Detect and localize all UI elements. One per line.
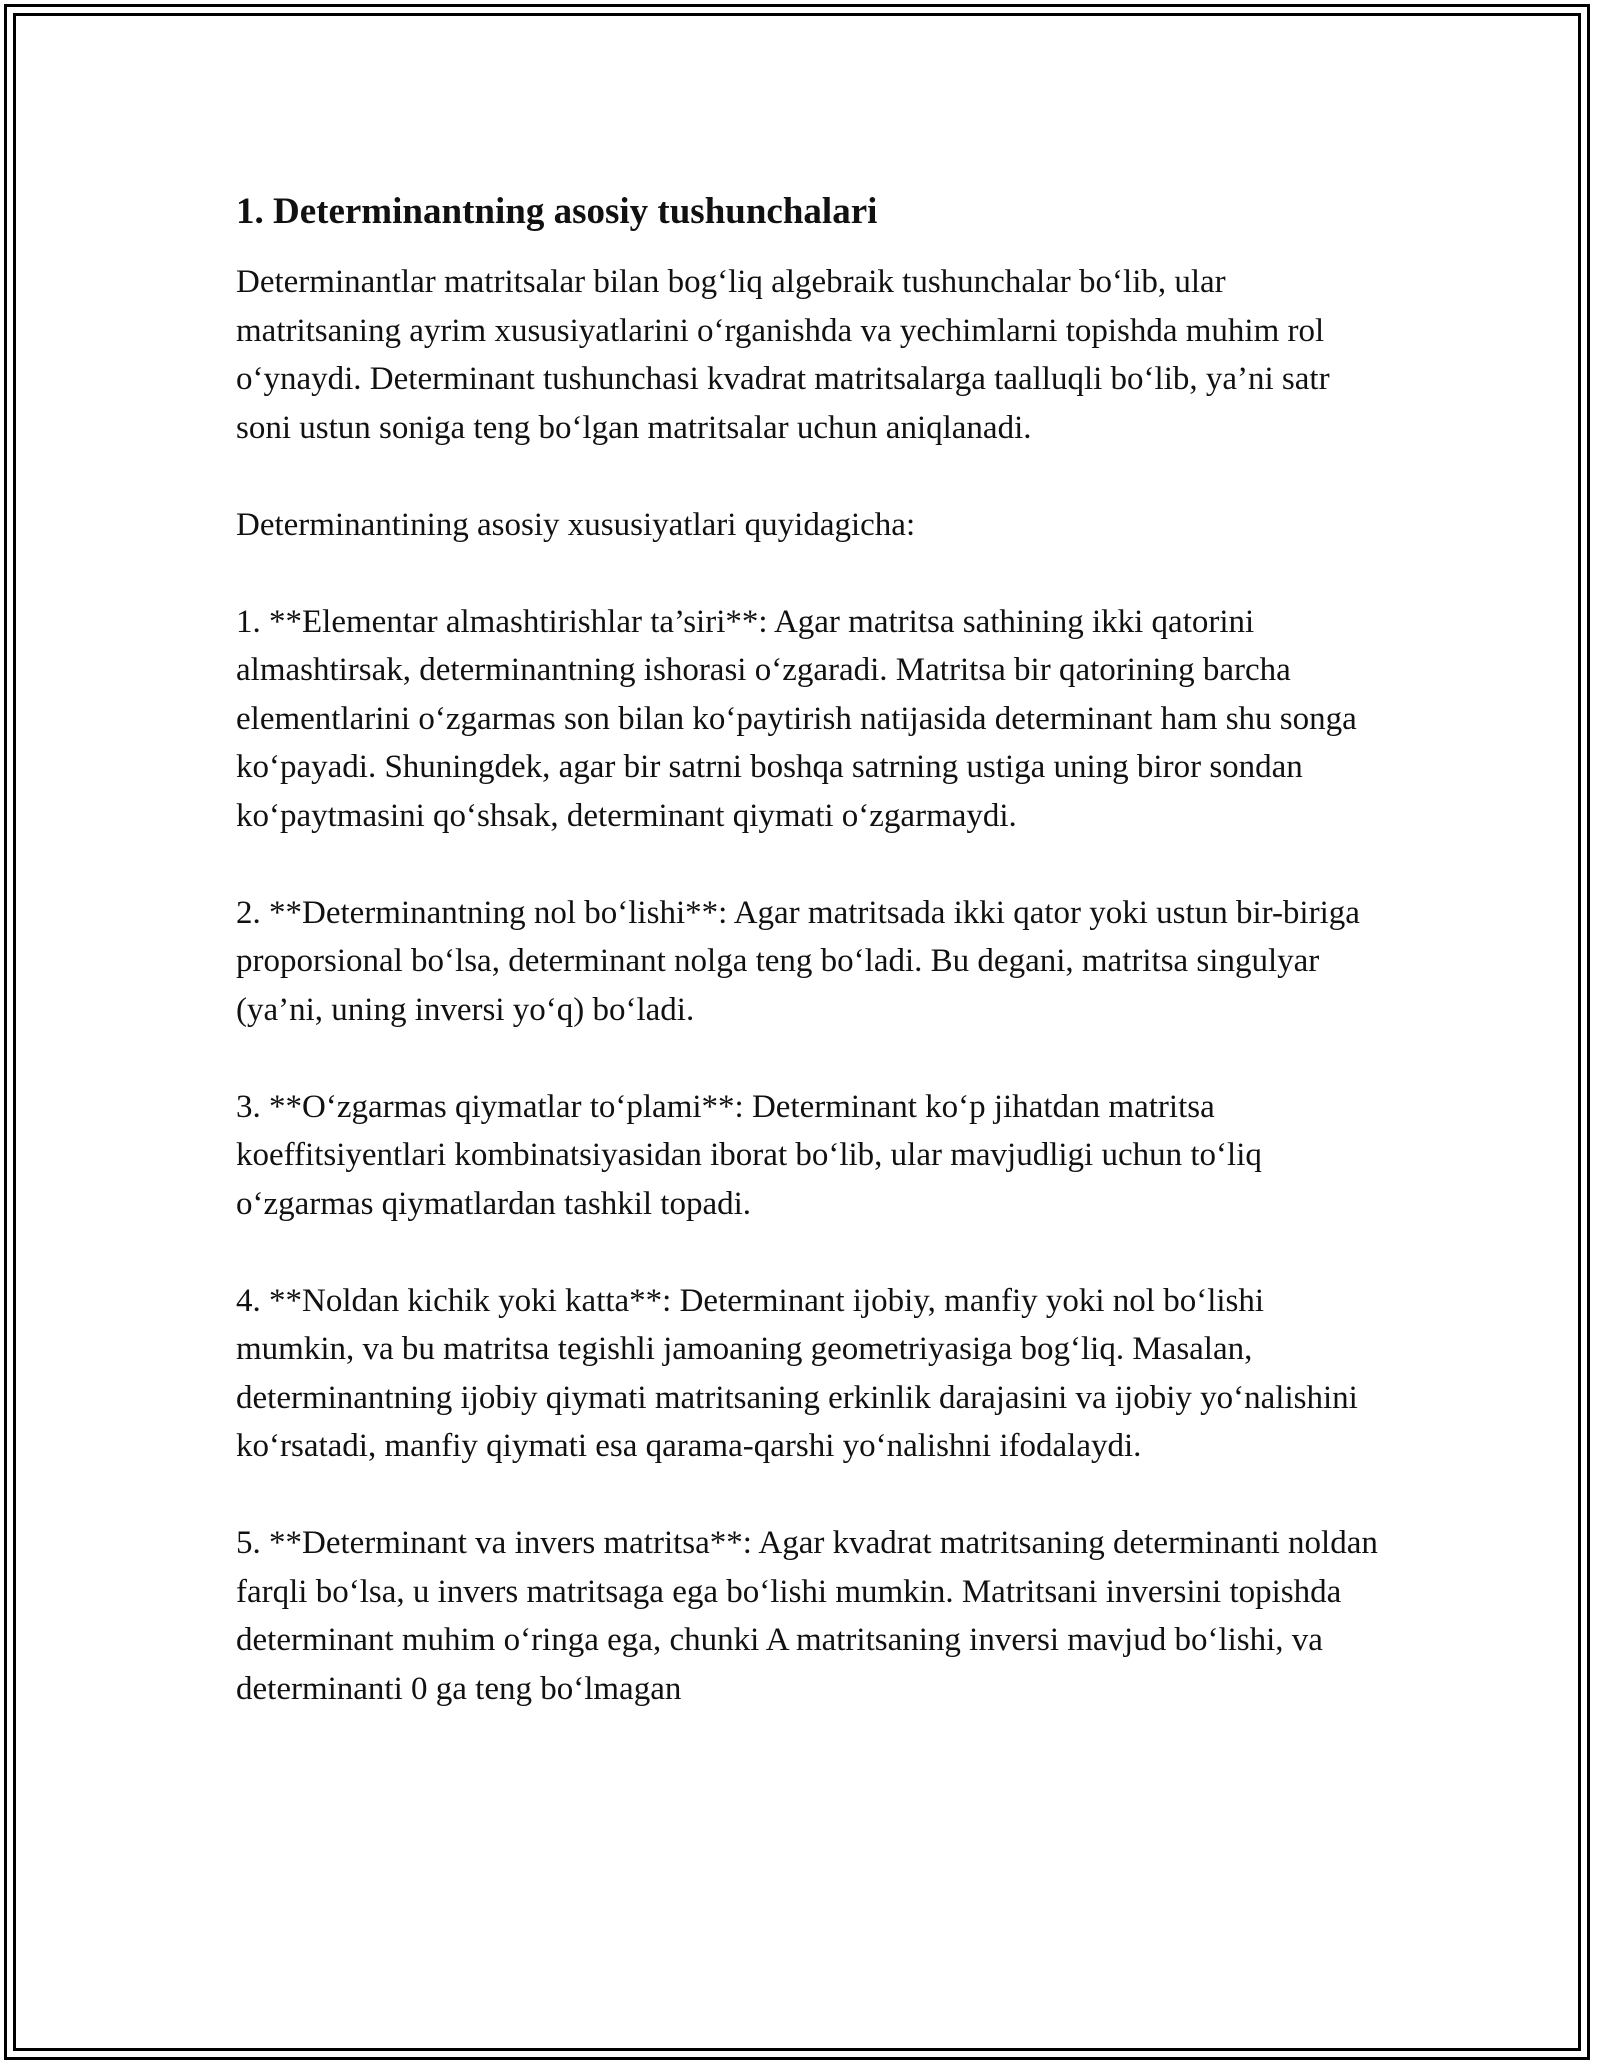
- document-body: [236, 188, 1386, 1762]
- paragraph-item-1: 1. **Elementar almashtirishlar ta’siri**: Agar matritsa sathining ikki qatorini almashtirsak, determinantning ishorasi o‘zgaradi. Matritsa bir qatorining barcha elementlarini o‘zgarmas son bilan ko‘paytirish natijasida determinant ham shu songa ko‘payadi. Shuningdek, agar bir satrni boshqa satrning ustiga uning biror sondan ko‘paytmasini qo‘shsak, determinant qiymati o‘zgarmaydi.: [236, 603, 1357, 834]
- paragraph-item-5: 5. **Determinant va invers matritsa**: Agar kvadrat matritsaning determinanti noldan farqli bo‘lsa, u invers matritsaga ega bo‘lishi mumkin. Matritsani inversini topishda determinant muhim o‘ringa ega, chunki A matritsaning inversi mavjud bo‘lishi, va determinanti 0 ga teng bo‘lmagan: [236, 1525, 1378, 1707]
- paragraph-item-3: 3. **O‘zgarmas qiymatlar to‘plami**: Determinant ko‘p jihatdan matritsa koeffitsiyentlari kombinatsiyasidan iborat bo‘lib, ular mavjudligi uchun to‘liq o‘zgarmas qiymatlardan tashkil topadi.: [236, 1088, 1262, 1222]
- paragraph-intro: Determinantlar matritsalar bilan bog‘liq algebraik tushunchalar bo‘lib, ular matritsaning ayrim xususiyatlarini o‘rganishda va yechimlarni topishda muhim rol o‘ynaydi. Determinant tushunchasi kvadrat matritsalarga taalluqli bo‘lib, ya’ni satr soni ustun soniga teng bo‘lgan matritsalar uchun aniqlanadi.: [236, 264, 1330, 446]
- paragraph-properties-intro: Determinantining asosiy xususiyatlari quyidagicha:: [236, 506, 916, 543]
- paragraph-item-4: 4. **Noldan kichik yoki katta**: Determinant ijobiy, manfiy yoki nol bo‘lishi mumkin, va bu matritsa tegishli jamoaning geometriyasiga bog‘liq. Masalan, determinantning ijobiy qiymati matritsaning erkinlik darajasini va ijobiy yo‘nalishini ko‘rsatadi, manfiy qiymati esa qarama-qarshi yo‘nalishni ifodalaydi.: [236, 1282, 1358, 1464]
- paragraph-item-2: 2. **Determinantning nol bo‘lishi**: Agar matritsada ikki qator yoki ustun bir-biriga proporsional bo‘lsa, determinant nolga teng bo‘ladi. Bu degani, matritsa singulyar (ya’ni, uning inversi yo‘q) bo‘ladi.: [236, 894, 1360, 1028]
- section-heading: 1. Determinantning asosiy tushunchalari: [236, 191, 878, 232]
